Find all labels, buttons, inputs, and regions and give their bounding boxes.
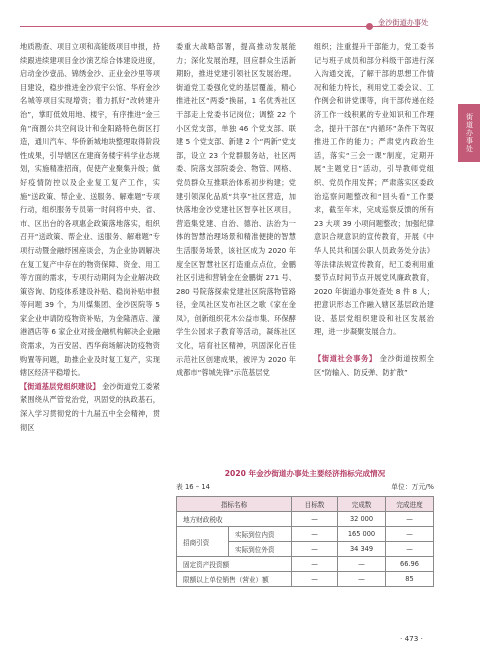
paragraph-party-building-cont: 委重大战略部署，提高推动发展能力；深化发展治理，回应群众生活新期盼，推进党建引领社区发展治理。街道党工委强化党的基层覆盖，精心推进社区“两委”换届，1 名优秀社区干部走上党委书记岗位；调整 22 个小区党支部，单独 46 个党支部、联建 5 个党支部、新建 2 个“两新”党支部，设立 23 个党群服务站，社区两委、院落支部院委会、物管、网格、党员群众互推联治体系初步构建；党建引领深化品质“共享”社区营造，加快落地金沙党建社区智享社区项目，营造集党建、自治、德治、法治为一体的智慧治理场景和精准便捷的智慧生活服务场景，该社区成为 2020 年度全区智慧社区打造重点点位，金鹏社区引进和营销金在金鹏街 271 号、280 号院落探索党建社区院落物管路径，金凤社区发布社区之歌《家在金凤》，创新组织花木公益市集、环保酵学生公园求子教育等活动，凝练社区文化，培育社区精神，巩固深化百佳示范社区创建成果，被评为 2020 年成都市“蓉城先锋”示范基层党	[176, 42, 296, 378]
page-number: · 473 ·	[400, 634, 423, 643]
row-done: 34 349	[338, 542, 386, 557]
table-meta	[176, 481, 434, 491]
row-name: 固定资产投资额	[177, 557, 292, 572]
text-column-1	[20, 40, 160, 620]
section-heading-party-building: 【街道基层党组织建设】	[20, 381, 100, 391]
row-progress: —	[386, 512, 434, 527]
header-rule	[20, 26, 420, 27]
table-number: 表 16 – 14	[176, 483, 210, 491]
text-column-3	[314, 40, 434, 457]
row-done: —	[338, 557, 386, 572]
row-target: —	[292, 512, 338, 527]
header-progress: 完成进度	[386, 497, 434, 512]
paragraph-economy: 地质勘查、项目立项和高能级项目申报，持续跟进续建项目金沙演艺综合体建设进度，启动金沙壹品、锦绣金沙、正业金沙里等项目建设，稳步推进金沙宸宇公馆、华府金沙名城等项目实现增资；着力抓好“改转建升治”，掌盯低效用地、楼宇，有序推进“金三角”商圈公共空间设计和金阳路特色街区打造，通川汽车、华侨新城地块整理取得阶段性成果，引导辖区在建商务楼宇科学业态规划，实施精准招商，促使产业聚集升级；做好疫情防控以及企业复工复产工作，实施“送政策、帮企业、送服务、解难题”专项行动，组织服务专员第一时间将中央、省、市、区出台的各项惠企政策落地落实，组织召开“送政策、帮企业、送服务、解难题”专项行动暨金融纾困座谈会，为企业协调解决在复工复产中存在的物资保障、资金、用工等方面的需求，专项行动期间为企业解决政策咨询、防疫体系建设补贴、稳岗补贴申报等问题 39 个，为川煤集团、金沙医院等 5 家企业申请防疫物资补贴，为金隆酒店、濠港酒店等 6 家企业对接金融机构解决企业融资需求，为百安居、西华商场解决防疫物资购置等问题，助推企业及时复工复产，实现辖区经济平稳增长。	[20, 42, 160, 378]
header-done: 完成数	[338, 497, 386, 512]
row-target: —	[292, 527, 338, 542]
header-target: 目标数	[292, 497, 338, 512]
table-row	[177, 527, 434, 542]
row-done: 32 000	[338, 512, 386, 527]
header-dot-icon	[366, 23, 373, 30]
row-sub: 实际到位外资	[229, 542, 292, 557]
table-row	[177, 512, 434, 527]
row-target: —	[292, 572, 338, 587]
table-title: 2020 年金沙街道办事处主要经济指标完成情况	[224, 469, 386, 478]
row-name: 招商引资	[177, 527, 229, 557]
section-side-tab: 街道办事处	[458, 104, 480, 162]
row-target: —	[292, 557, 338, 572]
table-row	[177, 557, 434, 572]
paragraph-party-cadres: 组织；注重提升干部能力，党工委书记与班子成员和部分科级干部进行深入沟通交流，了解干部的思想工作情况和能力特长，利用党工委会议、工作例会和讲党课等，向干部传递在经济工作一线积累的专业知识和工作理念，提升干部在“内循环”条件下驾驭推进工作的能力；严肃党内政治生活，落实“三会一课”制度，定期开展“主题党日”活动，引导教师党组织、党员作用发挥；严肃落实区委政治巡察问题整改和“回头看”工作要求，截至年末，完成巡察反馈的所有 23 大项 39 小项问题整改；加强纪律意识合规意识的宣传教育，开展《中华人民共和国公职人员政务处分法》等法律法规宣传教育，纪工委利用重要节点时间节点开展党风廉政教育，2020 年街道办事处查处 8 件 8 人；把意识形态工作融入辖区基层政治建设、基层党组织建设和社区发展治理，进一步凝聚发展合力。	[314, 42, 434, 337]
economic-indicators-table	[176, 496, 434, 587]
paragraph-party-building	[20, 380, 160, 434]
row-progress: —	[386, 542, 434, 557]
row-progress: 85	[386, 572, 434, 587]
row-name: 限额以上单位销售（营业）额	[177, 572, 292, 587]
row-progress: —	[386, 527, 434, 542]
header-indicator: 指标名称	[177, 497, 292, 512]
table-unit: 单位：万元/%	[391, 483, 434, 491]
running-header: 金沙街道办事处	[378, 18, 429, 27]
table-header-row	[177, 497, 434, 512]
paragraph-social-affairs-text: 金沙街道按照全区“防输入、防反弹、防扩散”	[314, 354, 434, 377]
row-sub: 实际到位内资	[229, 527, 292, 542]
row-progress: 66.96	[386, 557, 434, 572]
section-heading-social-affairs: 【街道社会事务】	[314, 354, 377, 364]
row-name: 地方财政税收	[177, 512, 292, 527]
paragraph-party-building-text: 金沙街道党工委紧紧围绕从严管党治党，巩固党的执政基石，深入学习贯彻党的十九届五中全会精神，贯彻区	[20, 381, 160, 432]
text-column-2	[176, 40, 296, 457]
row-done: —	[338, 572, 386, 587]
row-done: 165 000	[338, 527, 386, 542]
row-target: —	[292, 542, 338, 557]
table-row	[177, 572, 434, 587]
paragraph-social-affairs	[314, 352, 434, 379]
